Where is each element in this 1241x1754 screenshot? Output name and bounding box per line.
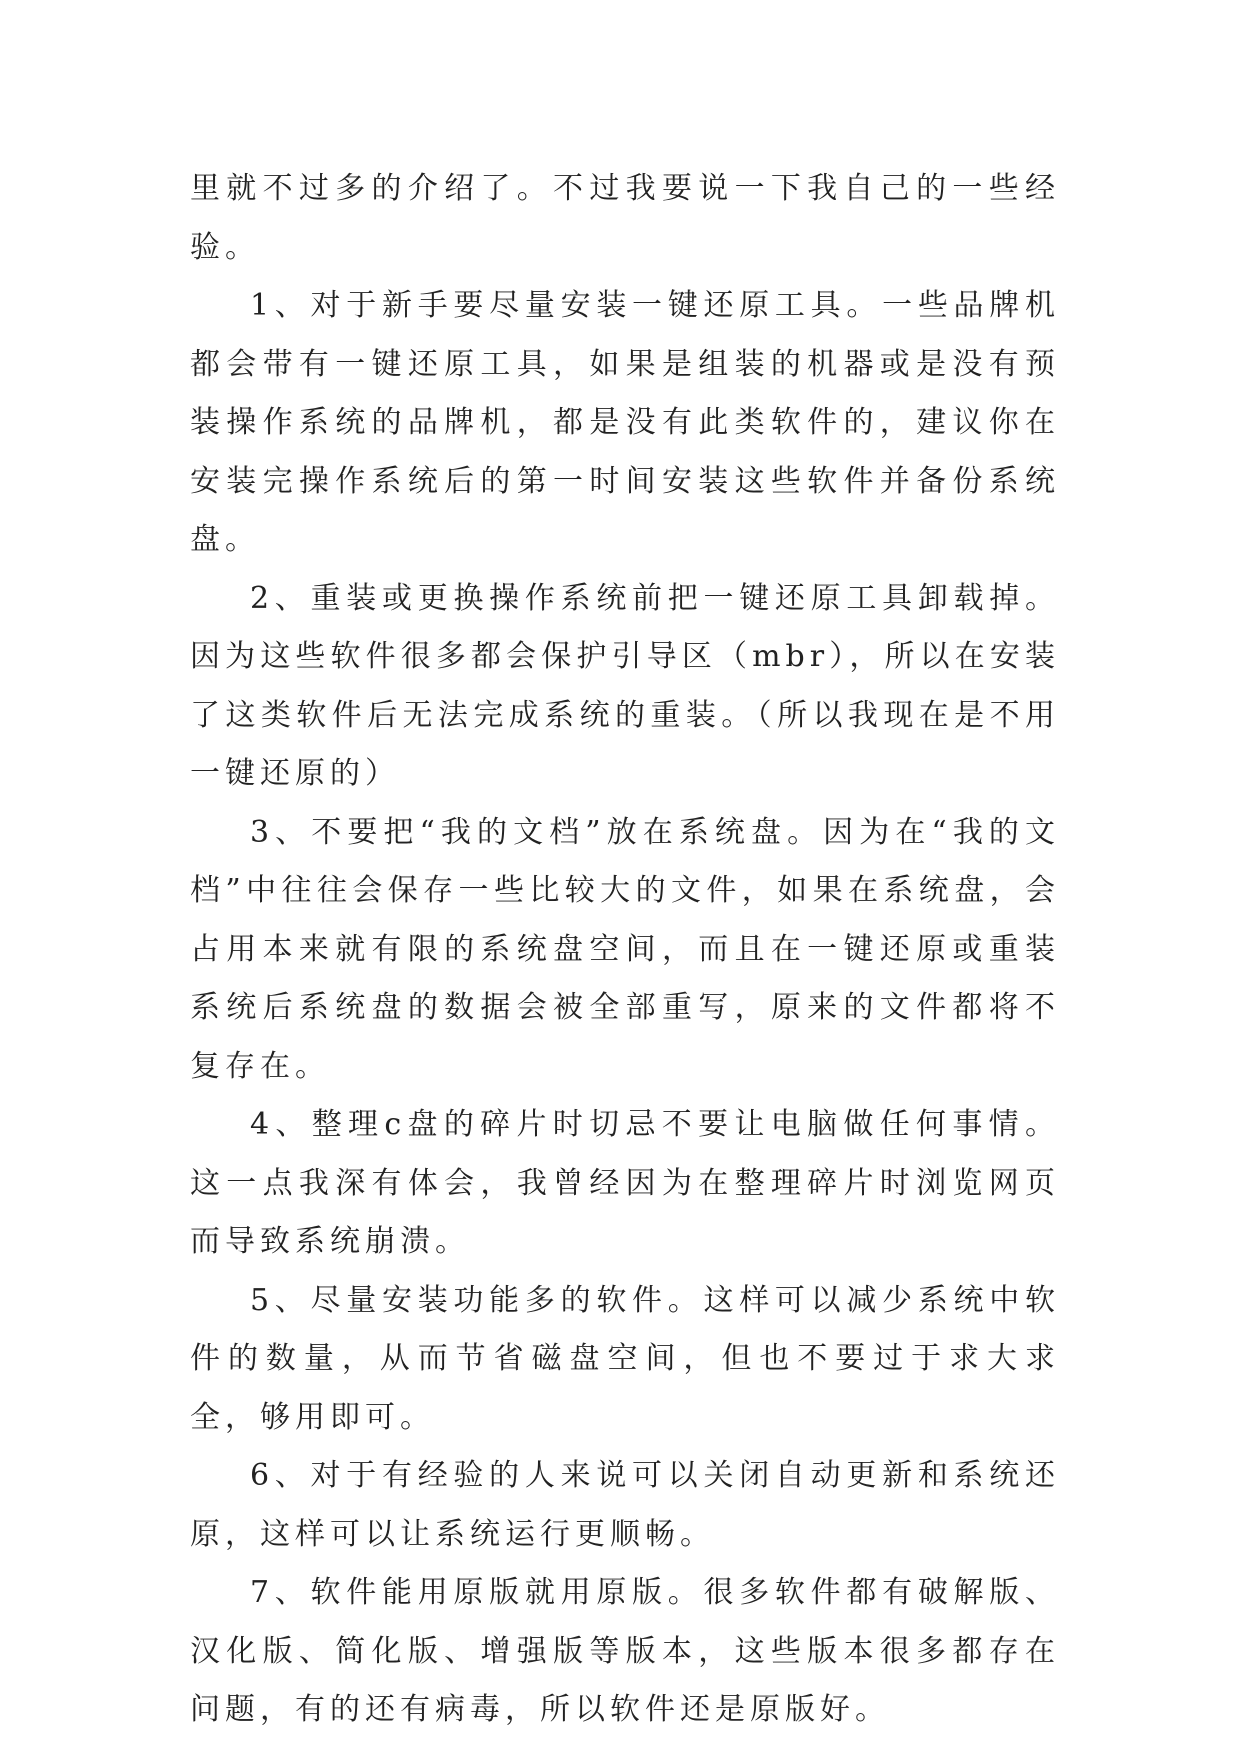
paragraph-tip-3: 3、不要把“我的文档”放在系统盘。因为在“我的文档”中往往会保存一些比较大的文件，如果在系统盘，会占用本来就有限的系统盘空间，而且在一键还原或重装系统后系统盘的数据会被全部重写，原来的文件都将不复存在。 [190,814,1060,1084]
paragraph-tip-1: 1、对于新手要尽量安装一键还原工具。一些品牌机都会带有一键还原工具，如果是组装的机器或是没有预装操作系统的品牌机，都是没有此类软件的，建议你在安装完操作系统后的第一时间安装这些软件并备份系统盘。 [190,288,1060,557]
paragraph-tip-2: 2、重装或更换操作系统前把一键还原工具卸载掉。因为这些软件很多都会保护引导区（mbr），所以在安装了这类软件后无法完成系统的重装。（所以我现在是不用一键还原的） [190,580,1060,791]
paragraph-tip-7: 7、软件能用原版就用原版。很多软件都有破解版、汉化版、简化版、增强版等版本，这些版本很多都存在问题，有的还有病毒，所以软件还是原版好。 [190,1575,1060,1727]
paragraph-continuation: 里就不过多的介绍了。不过我要说一下我自己的一些经验。 [190,171,1060,265]
paragraph-tip-6: 6、对于有经验的人来说可以关闭自动更新和系统还原，这样可以让系统运行更顺畅。 [190,1458,1060,1552]
document-body [190,160,1060,1740]
paragraph-tip-5: 5、尽量安装功能多的软件。这样可以减少系统中软件的数量，从而节省磁盘空间，但也不要过于求大求全，够用即可。 [190,1282,1060,1435]
paragraph-tip-4: 4、整理c盘的碎片时切忌不要让电脑做任何事情。这一点我深有体会，我曾经因为在整理碎片时浏览网页而导致系统崩溃。 [190,1107,1060,1259]
